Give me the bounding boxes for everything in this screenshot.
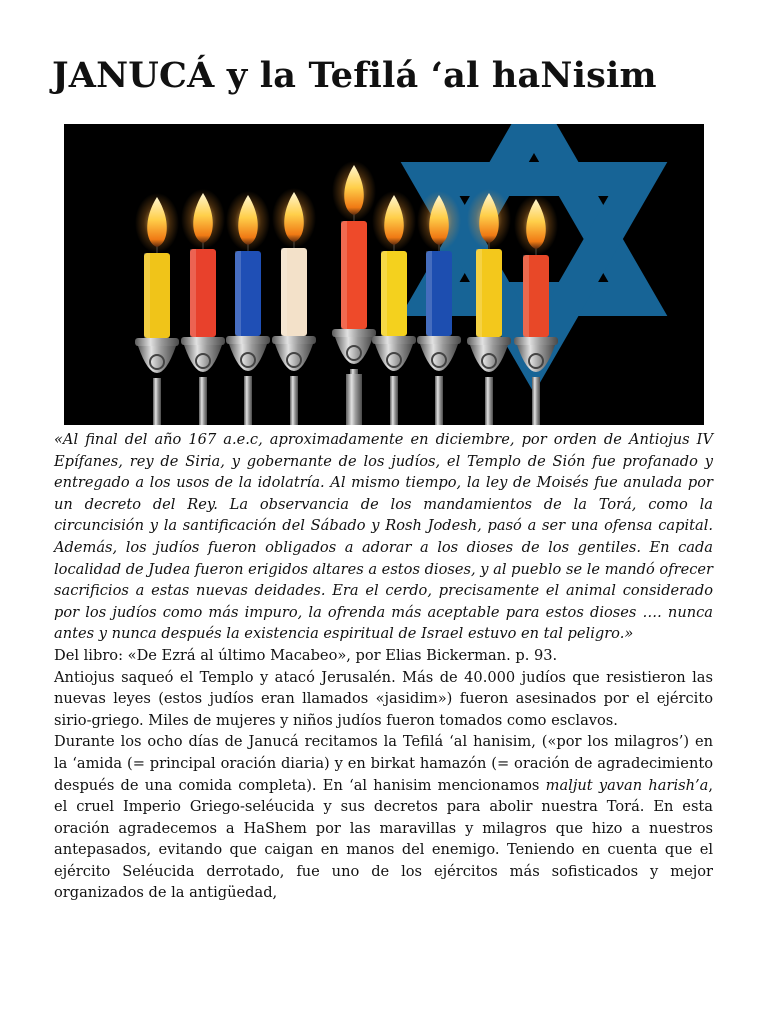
quote-paragraph: «Al final del año 167 a.e.c, aproximadamente en diciembre, por orden de Antiojus IV Epífanes, rey de Siria, y gobernante de los judíos, el Templo de Sión fue profanado y entregado a los usos de la idolatría. Al mismo tiempo, la ley de Moisés fue anulada por un decreto del Rey. La observancia de los mandamientos de la Torá, como la circuncisión y la santificación del Sábado y Rosh Jodesh, pasó a ser una ofensa capital. Además, los judíos fueron obligados a adorar a los dioses de los gentiles. En cada localidad de Judea fueron erigidos altares a estos dioses, y al pueblo se le mandó ofrecer sacrificios a estas nuevas deidades. Era el cerdo, precisamente el animal considerado por los judíos como más impuro, la ofrenda más aceptable para estos dioses …. nunca antes y nunca después la existencia espiritual de Israel estuvo en tal peligro.»	[54, 431, 713, 643]
menorah-stem	[199, 377, 207, 425]
menorah-center-stem	[346, 374, 362, 425]
menorah-image	[64, 124, 704, 425]
menorah-stem	[532, 377, 540, 425]
menorah-cup	[272, 336, 316, 371]
page-title: JANUCÁ y la Tefilá ‘al haNisim	[52, 55, 657, 96]
paragraph-1: Antiojus saqueó el Templo y atacó Jerusalén. Más de 40.000 judíos que resistieron las nuevas leyes (estos judíos eran llamados «jasidim») fueron asesinados por el ejército sirio-griego. Miles de mujeres y niños judíos fueron tomados como esclavos.	[54, 668, 713, 729]
paragraph-2-text-a: Durante los ocho días de Janucá recitamos la Tefilá ‘al hanisim, («por los milagros’) en la ‘amida (= principal oración diaria) y en birkat hamazón (= oración de agradecimiento después de una comida completa). En ‘al hanisim mencionamos	[54, 733, 713, 794]
menorah-stem	[485, 377, 493, 425]
menorah-cup	[332, 329, 376, 364]
menorah-cup	[181, 337, 225, 372]
menorah-stem	[390, 376, 398, 425]
paragraph-2-emphasis: maljut yavan harish’a	[545, 776, 709, 794]
menorah-stem	[290, 376, 298, 425]
menorah-cup	[372, 336, 416, 371]
menorah-cup	[417, 336, 461, 371]
paragraph-2	[54, 731, 713, 904]
menorah-cup	[467, 337, 511, 372]
menorah-stem	[244, 376, 252, 425]
article-body	[54, 429, 713, 904]
source-citation: Del libro: «De Ezrá al último Macabeo», por Elias Bickerman. p. 93.	[54, 646, 558, 664]
menorah-cup	[135, 338, 179, 373]
menorah-stem	[153, 378, 161, 425]
menorah-illustration	[64, 124, 704, 425]
paragraph-2-text-b: , el cruel Imperio Griego-seléucida y sus decretos para abolir nuestra Torá. En esta oración agradecemos a HaShem por las maravillas y milagros que hizo a nuestros antepasados, evitando que caigan en manos del enemigo. Teniendo en cuenta que el ejército Seléucida derrotado, fue uno de los ejércitos más sofisticados y mejor organizados de la antigüedad,	[54, 776, 713, 902]
menorah-stem	[435, 376, 443, 425]
menorah-cup	[226, 336, 270, 371]
